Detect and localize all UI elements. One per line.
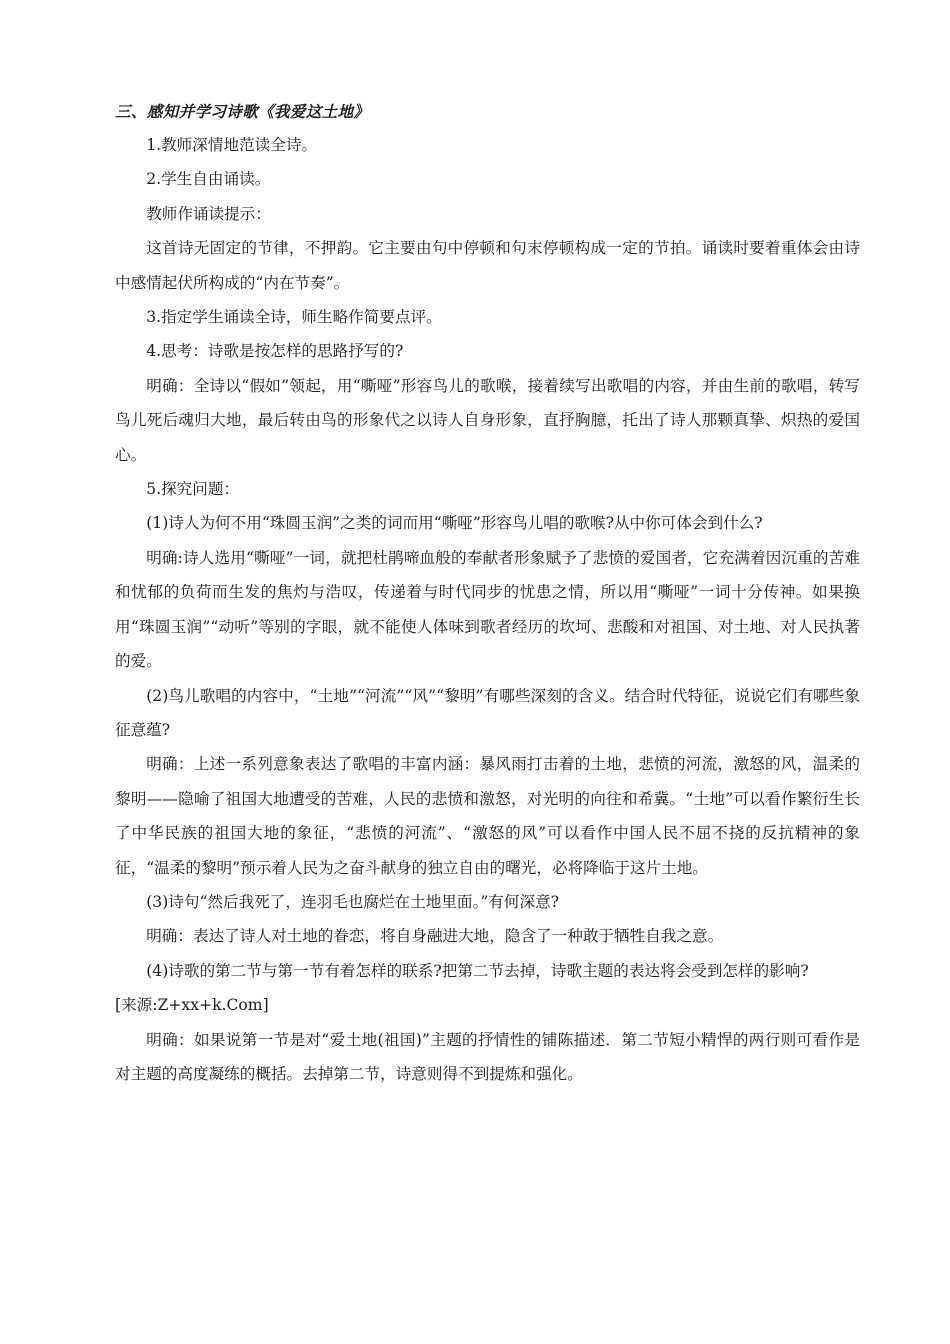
paragraph-2: 2.学生自由诵读。: [146, 170, 271, 189]
paragraph-8: 5.探究问题：: [146, 480, 240, 499]
section-title: 三、感知并学习诗歌《我爱这土地》: [115, 103, 370, 121]
paragraph-11: (2)鸟儿歌唱的内容中，“土地”“河流”“风”“黎明”有哪些深刻的含义。结合时代特征，说说它们有哪些象征意蕴?: [115, 686, 860, 739]
paragraph-3: 教师作诵读提示：: [146, 204, 271, 223]
paragraph-1: 1.教师深情地范读全诗。: [146, 136, 318, 154]
paragraph-5: 3.指定学生诵读全诗，师生略作简要点评。: [146, 308, 442, 327]
paragraph-12: 明确：上述一系列意象表达了歌唱的丰富内涵：暴风雨打击着的土地，悲愤的河流，激怒的风，温柔的黎明——隐喻了祖国大地遭受的苦难，人民的悲愤和激怒，对光明的向往和希冀。“土地”可以看作繁衍生长了中华民族的祖国大地的象征，“悲愤的河流”、“激怒的风”可以看作中国人民不屈不挠的反抗精神的象征，“温柔的黎明”预示着人民为之奋斗献身的独立自由的曙光，必将降临于这片土地。: [115, 755, 860, 877]
paragraph-14: 明确：表达了诗人对土地的眷恋，将自身融进大地，隐含了一种敢于牺牲自我之意。: [146, 927, 724, 946]
document-page: [115, 97, 860, 1091]
paragraph-9: (1)诗人为何不用“珠圆玉润”之类的词而用“嘶哑”形容鸟儿唱的歌喉?从中你可体会到什么?: [146, 514, 763, 533]
paragraph-16: 明确：如果说第一节是对“爱土地(祖国)”主题的抒情性的铺陈描述．第二节短小精悍的两行则可看作是对主题的高度凝练的概括。去掉第二节，诗意则得不到提炼和强化。: [115, 1030, 860, 1083]
paragraph-7: 明确：全诗以“假如”领起，用“嘶哑”形容鸟儿的歌喉，接着续写出歌唱的内容，并由生前的歌唱，转写鸟儿死后魂归大地，最后转由鸟的形象代之以诗人自身形象，直抒胸臆，托出了诗人那颗真挚、炽热的爱国心。: [115, 376, 860, 464]
source-note: [来源:Z+xx+k.Com]: [115, 996, 269, 1015]
paragraph-10: 明确:诗人选用“嘶哑”一词，就把杜鹃啼血般的奉献者形象赋予了悲愤的爱国者，它充满着因沉重的苦难和忧郁的负荷而生发的焦灼与浩叹，传递着与时代同步的忧患之情，所以用“嘶哑”一词十分传神。如果换用“珠圆玉润”“动听”等别的字眼，就不能使人体味到歌者经历的坎坷、悲酸和对祖国、对土地、对人民执著的爱。: [115, 548, 860, 671]
paragraph-15: (4)诗歌的第二节与第一节有着怎样的联系?把第二节去掉，诗歌主题的表达将会受到怎样的影响?: [146, 961, 809, 980]
paragraph-4: 这首诗无固定的节律，不押韵。它主要由句中停顿和句末停顿构成一定的节拍。诵读时要着重体会由诗中感情起伏所构成的“内在节奏”。: [115, 239, 860, 292]
paragraph-6: 4.思考：诗歌是按怎样的思路抒写的?: [146, 342, 404, 361]
paragraph-13: (3)诗句“然后我死了，连羽毛也腐烂在土地里面。”有何深意?: [146, 892, 560, 911]
